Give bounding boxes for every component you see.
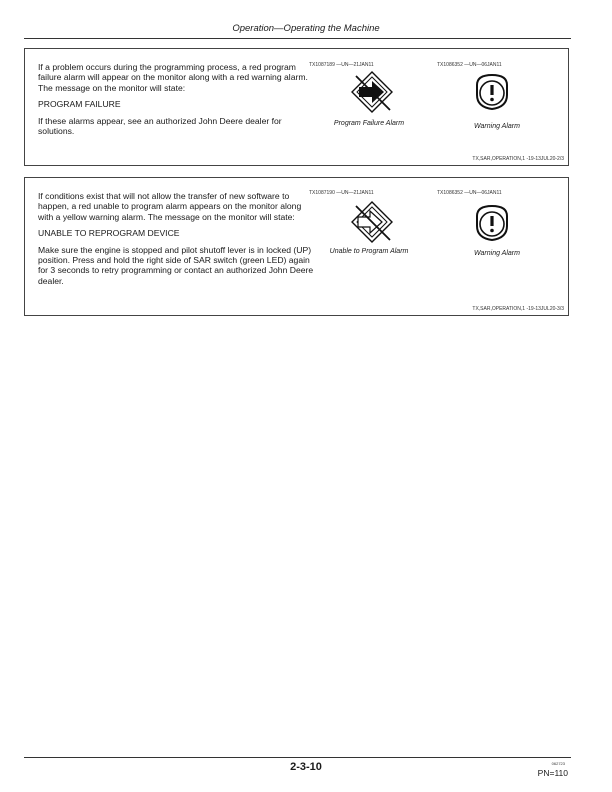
figure-unable-to-program bbox=[309, 190, 429, 255]
alarm-message: UNABLE TO REPROGRAM DEVICE bbox=[38, 228, 180, 239]
footer-code: 062723 bbox=[551, 761, 565, 766]
paragraph: If conditions exist that will not allow the transfer of new software to happen, a red unable to program alarm appears on the monitor along with a yellow warning alarm. The message on the monitor will state: bbox=[38, 191, 302, 222]
section-program-failure bbox=[24, 48, 569, 166]
figure-id: TX1086352 —UN—06JAN11 bbox=[437, 190, 502, 196]
unable-to-program-alarm-icon bbox=[309, 196, 429, 246]
section-unable-to-program bbox=[24, 177, 569, 316]
reference-code: TX,SAR,OPERATION,1 -19-13JUL20-3/3 bbox=[472, 306, 564, 312]
warning-alarm-icon bbox=[437, 196, 547, 246]
figure-caption: Warning Alarm bbox=[474, 123, 520, 130]
header-divider bbox=[24, 38, 571, 39]
reference-code: TX,SAR,OPERATION,1 -19-13JUL20-2/3 bbox=[472, 156, 564, 162]
figure-caption: Warning Alarm bbox=[474, 250, 520, 257]
figure-id: TX1086352 —UN—06JAN11 bbox=[437, 62, 502, 68]
figure-caption: Program Failure Alarm bbox=[333, 120, 405, 127]
paragraph: Make sure the engine is stopped and pilot shutoff lever is in locked (UP) position. Press and hold the right side of SAR switch (green LED) again for 3 seconds to retry programming or contact an authorized John Deere dealer. bbox=[38, 244, 314, 286]
paragraph: If a problem occurs during the programming process, a red program failure alarm will appear on the monitor along with a red warning alarm. The message on the monitor will state: bbox=[38, 62, 308, 93]
page-header-title: Operation—Operating the Machine bbox=[232, 23, 380, 34]
alarm-message: PROGRAM FAILURE bbox=[38, 99, 121, 110]
figure-caption: Unable to Program Alarm bbox=[329, 248, 409, 255]
figure-id: TX1087190 —UN—21JAN11 bbox=[309, 190, 374, 196]
figure-warning-alarm bbox=[437, 62, 557, 130]
footer-divider bbox=[24, 757, 571, 758]
section-text bbox=[38, 191, 318, 292]
figure-program-failure bbox=[309, 62, 429, 127]
figure-id: TX1087189 —UN—21JAN11 bbox=[309, 62, 374, 68]
page-number: 2-3-10 bbox=[290, 761, 322, 773]
program-failure-alarm-icon bbox=[309, 68, 429, 114]
section-text bbox=[38, 62, 318, 142]
pn-label: PN=110 bbox=[537, 768, 568, 778]
paragraph: If these alarms appear, see an authorized John Deere dealer for solutions. bbox=[38, 115, 282, 137]
figure-warning-alarm bbox=[437, 190, 557, 257]
warning-alarm-icon bbox=[437, 68, 547, 114]
